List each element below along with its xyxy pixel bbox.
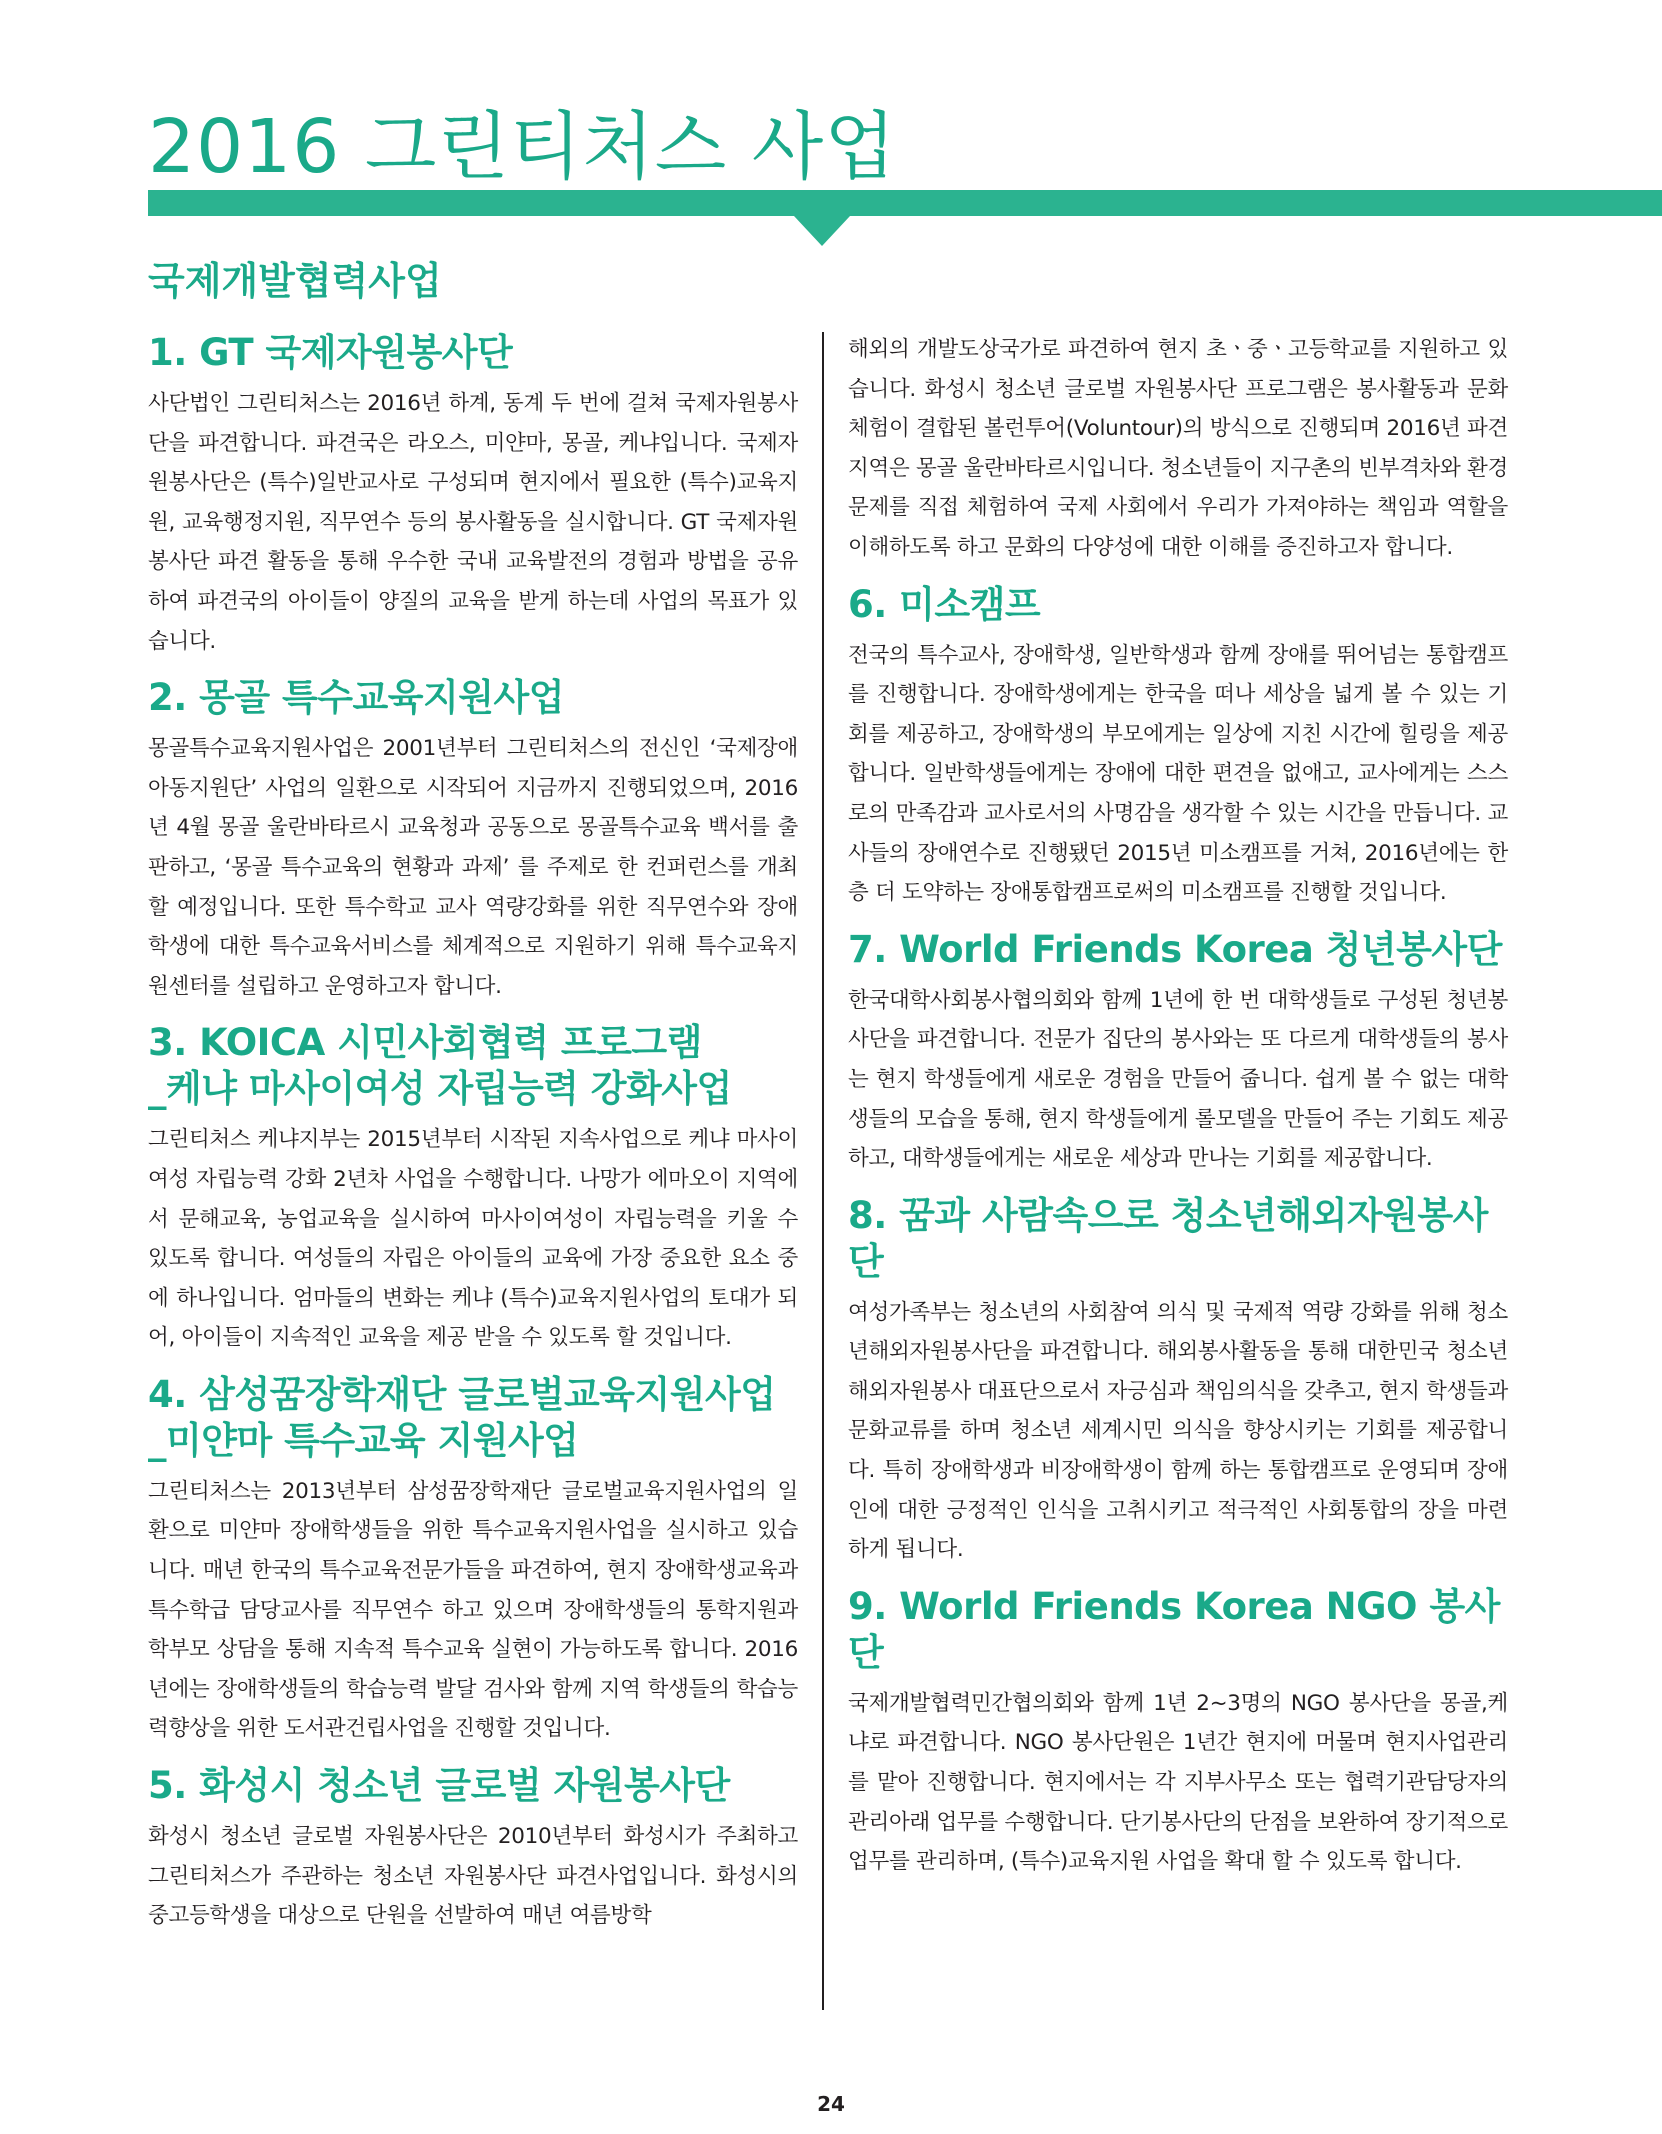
- section-body: 사단법인 그린티처스는 2016년 하계, 동계 두 번에 걸쳐 국제자원봉사단을 파견합니다. 파견국은 라오스, 미얀마, 몽골, 케냐입니다. 국제자원봉사단은 (특수)일반교사로 구성되며 현지에서 필요한 (특수)교육지원, 교육행정지원, 직무연수 등의 봉사활동을 실시합니다. GT 국제자원봉사단 파견 활동을 통해 우수한 국내 교육발전의 경험과 방법을 공유하여 파견국의 아이들이 양질의 교육을 받게 하는데 사업의 목표가 있습니다.: [148, 391, 798, 654]
- section-body: 화성시 청소년 글로벌 자원봉사단은 2010년부터 화성시가 주최하고 그린티처스가 주관하는 청소년 자원봉사단 파견사업입니다. 화성시의 중고등학생을 대상으로 단원을 선발하여 매년 여름방학: [148, 1824, 798, 1929]
- section-body: 그린티처스는 2013년부터 삼성꿈장학재단 글로벌교육지원사업의 일환으로 미얀마 장애학생들을 위한 특수교육지원사업을 실시하고 있습니다. 매년 한국의 특수교육전문가들을 파견하여, 현지 장애학생교육과 특수학급 담당교사를 직무연수 하고 있으며 장애학생들의 통학지원과 학부모 상담을 통해 지속적 특수교육 실현이 가능하도록 합니다. 2016년에는 장애학생들의 학습능력 발달 검사와 함께 지역 학생들의 학습능력향상을 위한 도서관건립사업을 진행할 것입니다.: [148, 1478, 798, 1742]
- section-hwaseong-youth-continued: [848, 330, 1508, 568]
- section-title: 8. 꿈과 사람속으로 청소년해외자원봉사단: [848, 1193, 1488, 1283]
- page-number: 24: [817, 2092, 845, 2116]
- section-title: 2. 몽골 특수교육지원사업: [148, 676, 564, 720]
- title-bar-notch: [794, 216, 850, 246]
- section-body: 그린티처스 케냐지부는 2015년부터 시작된 지속사업으로 케냐 마사이여성 자립능력 강화 2년차 사업을 수행합니다. 나망가 에마오이 지역에서 문해교육, 농업교육을 실시하여 마사이여성이 자립능력을 키울 수 있도록 합니다. 여성들의 자립은 아이들의 교육에 가장 중요한 요소 중에 하나입니다. 엄마들의 변화는 케냐 (특수)교육지원사업의 토대가 되어, 아이들이 지속적인 교육을 제공 받을 수 있도록 할 것입니다.: [148, 1127, 798, 1351]
- left-column: [148, 330, 798, 1936]
- section-gt-volunteer: [148, 330, 798, 661]
- section-title: 1. GT 국제자원봉사단: [148, 331, 513, 374]
- section-wfk-youth: [848, 927, 1508, 1179]
- section-wfk-ngo: [848, 1584, 1508, 1882]
- section-miso-camp: [848, 582, 1508, 913]
- column-divider: [822, 332, 824, 2010]
- section-title: 5. 화성시 청소년 글로벌 자원봉사단: [148, 1764, 730, 1808]
- section-samsung-myanmar: [148, 1372, 798, 1749]
- section-title: 6. 미소캠프: [848, 582, 1041, 626]
- section-body: 전국의 특수교사, 장애학생, 일반학생과 함께 장애를 뛰어넘는 통합캠프를 진행합니다. 장애학생에게는 한국을 떠나 세상을 넓게 볼 수 있는 기회를 제공하고, 장애학생의 부모에게는 일상에 지친 시간에 힐링을 제공합니다. 일반학생들에게는 장애에 대한 편견을 없애고, 교사에게는 스스로의 만족감과 교사로서의 사명감을 생각할 수 있는 시간을 만듭니다. 교사들의 장애연수로 진행됐던 2015년 미소캠프를 거쳐, 2016년에는 한층 더 도약하는 장애통합캠프로써의 미소캠프를 진행할 것입니다.: [848, 642, 1508, 906]
- section-heading: 국제개발협력사업: [148, 259, 442, 303]
- section-youth-overseas: [848, 1193, 1508, 1570]
- title-bar: [148, 190, 1662, 216]
- section-body: 여성가족부는 청소년의 사회참여 의식 및 국제적 역량 강화를 위해 청소년해외자원봉사단을 파견합니다. 해외봉사활동을 통해 대한민국 청소년해외자원봉사 대표단으로서 자긍심과 책임의식을 갖추고, 현지 학생들과 문화교류를 하며 청소년 세계시민 의식을 향상시키는 기회를 제공합니다. 특히 장애학생과 비장애학생이 함께 하는 통합캠프로 운영되며 장애인에 대한 긍정적인 인식을 고취시키고 적극적인 사회통합의 장을 마련하게 됩니다.: [848, 1299, 1508, 1563]
- section-title: 9. World Friends Korea NGO 봉사단: [848, 1584, 1500, 1674]
- section-koica-kenya: [148, 1020, 798, 1358]
- section-title: 7. World Friends Korea 청년봉사단: [848, 927, 1502, 971]
- page-title: 2016 그린티처스 사업: [148, 104, 897, 190]
- section-body: 해외의 개발도상국가로 파견하여 현지 초ㆍ중ㆍ고등학교를 지원하고 있습니다. 화성시 청소년 글로벌 자원봉사단 프로그램은 봉사활동과 문화체험이 결합된 볼런투어(Voluntour)의 방식으로 진행되며 2016년 파견지역은 몽골 울란바타르시입니다. 청소년들이 지구촌의 빈부격차와 환경문제를 직접 체험하여 국제 사회에서 우리가 가져야하는 책임과 역할을 이해하도록 하고 문화의 다양성에 대한 이해를 증진하고자 합니다.: [848, 337, 1508, 560]
- section-body: 몽골특수교육지원사업은 2001년부터 그린티처스의 전신인 ‘국제장애아동지원단’ 사업의 일환으로 시작되어 지금까지 진행되었으며, 2016년 4월 몽골 울란바타르시 교육청과 공동으로 몽골특수교육 백서를 출판하고, ‘몽골 특수교육의 현황과 과제’ 를 주제로 한 컨퍼런스를 개최할 예정입니다. 또한 특수학교 교사 역량강화를 위한 직무연수와 장애학생에 대한 특수교육서비스를 체계적으로 지원하기 위해 특수교육지원센터를 설립하고 운영하고자 합니다.: [148, 736, 798, 999]
- section-body: 국제개발협력민간협의회와 함께 1년 2~3명의 NGO 봉사단을 몽골,케냐로 파견합니다. NGO 봉사단원은 1년간 현지에 머물며 현지사업관리를 맡아 진행합니다. 현지에서는 각 지부사무소 또는 협력기관담당자의 관리아래 업무를 수행합니다. 단기봉사단의 단점을 보완하여 장기적으로 업무를 관리하며, (특수)교육지원 사업을 확대 할 수 있도록 합니다.: [848, 1690, 1508, 1875]
- right-column: [848, 330, 1508, 1896]
- section-title: 3. KOICA 시민사회협력 프로그램 _케냐 마사이여성 자립능력 강화사업: [148, 1021, 732, 1111]
- section-body: 한국대학사회봉사협의회와 함께 1년에 한 번 대학생들로 구성된 청년봉사단을 파견합니다. 전문가 집단의 봉사와는 또 다르게 대학생들의 봉사는 현지 학생들에게 새로운 경험을 만들어 줍니다. 쉽게 볼 수 없는 대학생들의 모습을 통해, 현지 학생들에게 롤모델을 만들어 주는 기회도 제공하고, 대학생들에게는 새로운 세상과 만나는 기회를 제공합니다.: [848, 987, 1508, 1172]
- section-hwaseong-youth: [148, 1763, 798, 1936]
- section-mongolia-special-education: [148, 675, 798, 1006]
- section-title: 4. 삼성꿈장학재단 글로벌교육지원사업 _미얀마 특수교육 지원사업: [148, 1372, 776, 1462]
